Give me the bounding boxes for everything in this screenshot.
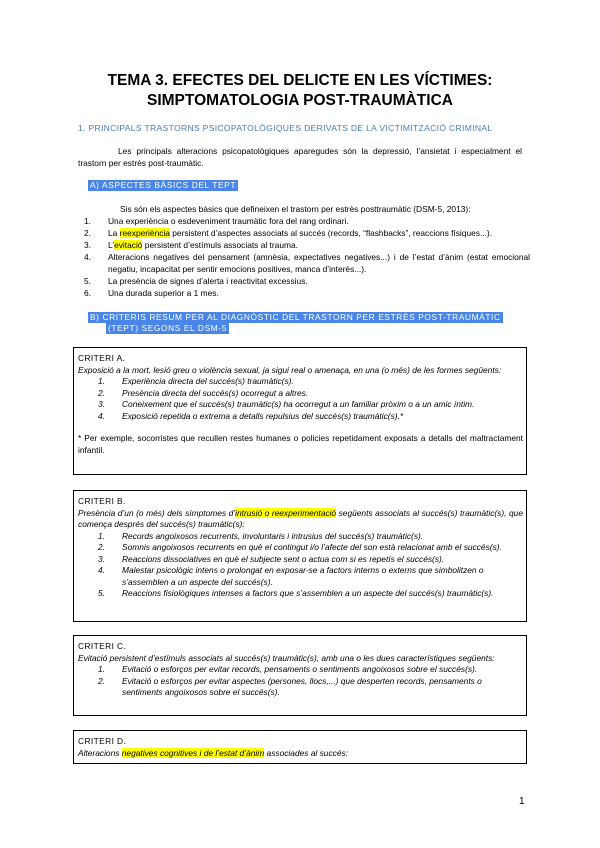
aspects-list: [84, 215, 530, 299]
list-item: 1. Evitació o esforços per evitar records, pensaments o sentiments angoixosos sobre el succés(s).: [98, 664, 478, 674]
section-a-heading: A) ASPECTES BÀSICS DEL TEPT: [90, 180, 237, 190]
list-item: 4. Alteracions negatives del pensament (amnèsia, expectatives negatives...) i de l’estat d’ànim (estat emocional negatiu, incapacitat per sentir emocions positives, manca d’interès...).: [84, 252, 530, 274]
section-b-heading-line-2: (TEPT) SEGONS EL DSM-5: [108, 323, 227, 333]
criteri-b-box: [73, 490, 527, 622]
highlight-negatives-cognitives: negatives cognitives i de l’estat d’ànim: [121, 747, 265, 758]
criteri-d-box: [73, 730, 527, 764]
criteri-b-title: CRITERI B.: [78, 496, 126, 506]
list-item: 6. Una durada superior a 1 mes.: [84, 288, 219, 298]
criteri-d-intro: Alteracions negatives cognitives i de l’estat d’ànim associades al succés:: [78, 747, 349, 758]
section-b-heading-line-1: B) CRITERIS RESUM PER AL DIAGNÒSTIC DEL TRASTORN PER ESTRÈS POST-TRAUMÀTIC: [90, 312, 501, 322]
criteri-c-box: [73, 635, 527, 716]
list-item: 3. L’evitació persistent d’estímuls associats al trauma.: [84, 240, 298, 250]
list-item: 1. Experiència directa del succés(s) traumàtic(s).: [98, 376, 294, 386]
criteri-a-title: CRITERI A.: [78, 353, 126, 363]
highlight-evitacio: evitació: [114, 240, 143, 250]
criteri-b-intro: Presència d’un (o més) dels símptomes d’intrusió o reexperimentació següents associats al succés(s) traumàtic(s), que comença després del succés(s) traumàtic(s):: [78, 507, 523, 529]
criteri-d-title: CRITERI D.: [78, 736, 127, 746]
list-item: 2. Presència directa del succés(s) ocorregut a altres.: [98, 387, 309, 398]
criteri-c-title: CRITERI C.: [78, 641, 127, 651]
section-1-heading: 1. PRINCIPALS TRASTORNS PSICOPATOLÒGIQUES DERIVATS DE LA VICTIMITZACIÓ CRIMINAL: [78, 123, 493, 133]
title-line-1: TEMA 3. EFECTES DEL DELICTE EN LES VÍCTIMES:: [107, 72, 493, 89]
list-item: 5. Reaccions fisiològiques intenses a factors que s’assemblen a un aspecte del succés(s) traumàtic(s).: [98, 588, 494, 598]
list-item: 1. Una experiència o esdeveniment traumàtic fora del rang ordinari.: [84, 216, 349, 226]
list-item: 2. Evitació o esforços per evitar aspectes (persones, llocs,...) que desperten records, pensaments o sentiments angoixosos sobre el succés(s).: [98, 675, 482, 697]
highlight-intrusio: intrusió o reexperimentació: [235, 507, 337, 518]
list-item: 2. La reexperiència persistent d’aspectes associats al succés (records, “flashbacks”, reaccions físiques...).: [84, 228, 493, 238]
title-line-2: SIMPTOMATOLOGIA POST-TRAUMÀTICA: [147, 92, 453, 109]
page-number: 1: [519, 796, 525, 807]
criteri-c-intro: Evitació persistent d’estímuls associats al succés(s) traumàtic(s), amb una o les dues característiques següents:: [78, 652, 495, 663]
criteri-a-note: * Per exemple, socorristes que recullen restes humanes o policies repetidament exposats a detalls del maltractament infantil.: [78, 433, 523, 455]
list-item: 5. La presència de signes d’alerta i reactivitat excessius.: [84, 276, 308, 286]
list-item: 3. Coneixement que el succés(s) traumàtic(s) ha ocorregut a un familiar pròxim o a un amic íntim.: [98, 399, 475, 409]
list-item: 4. Exposició repetida o extrema a detalls repulsius del succés(s) traumàtic(s).*: [98, 410, 404, 421]
list-item: 1. Records angoixosos recurrents, involuntaris i intrusius del succés(s) traumàtic(s).: [98, 530, 424, 541]
criteri-a-intro: Exposició a la mort, lesió greu o violència sexual, ja sigui real o amenaça, en una (o més) de les formes següents:: [78, 364, 502, 375]
list-item: 2. Somnis angoixosos recurrents en què el contingut i/o l’afecte del son està relacionat amb el succés(s).: [98, 542, 502, 552]
criteri-a-box: [73, 347, 527, 475]
list-item: 3. Reaccions dissociatives en què el subjecte sent o actua com si es repetís el succés(s).: [98, 553, 445, 564]
highlight-reexperiencia: reexperiència: [119, 228, 170, 238]
list-item: 4. Malestar psicològic intens o prolongat en exposar-se a factors interns o externs que simbolitzen o s’assemblen a un aspecte del succés(s).: [98, 565, 484, 587]
section-a-intro: Sis són els aspectes bàsics que defineixen el trastorn per estrès posttraumàtic (DSM-5, 2013):: [120, 204, 471, 214]
intro-paragraph: Les principals alteracions psicopatològiques aparegudes són la depressió, l’ansietat i especialment el trastorn per estrès post-traumàtic.: [78, 146, 522, 168]
